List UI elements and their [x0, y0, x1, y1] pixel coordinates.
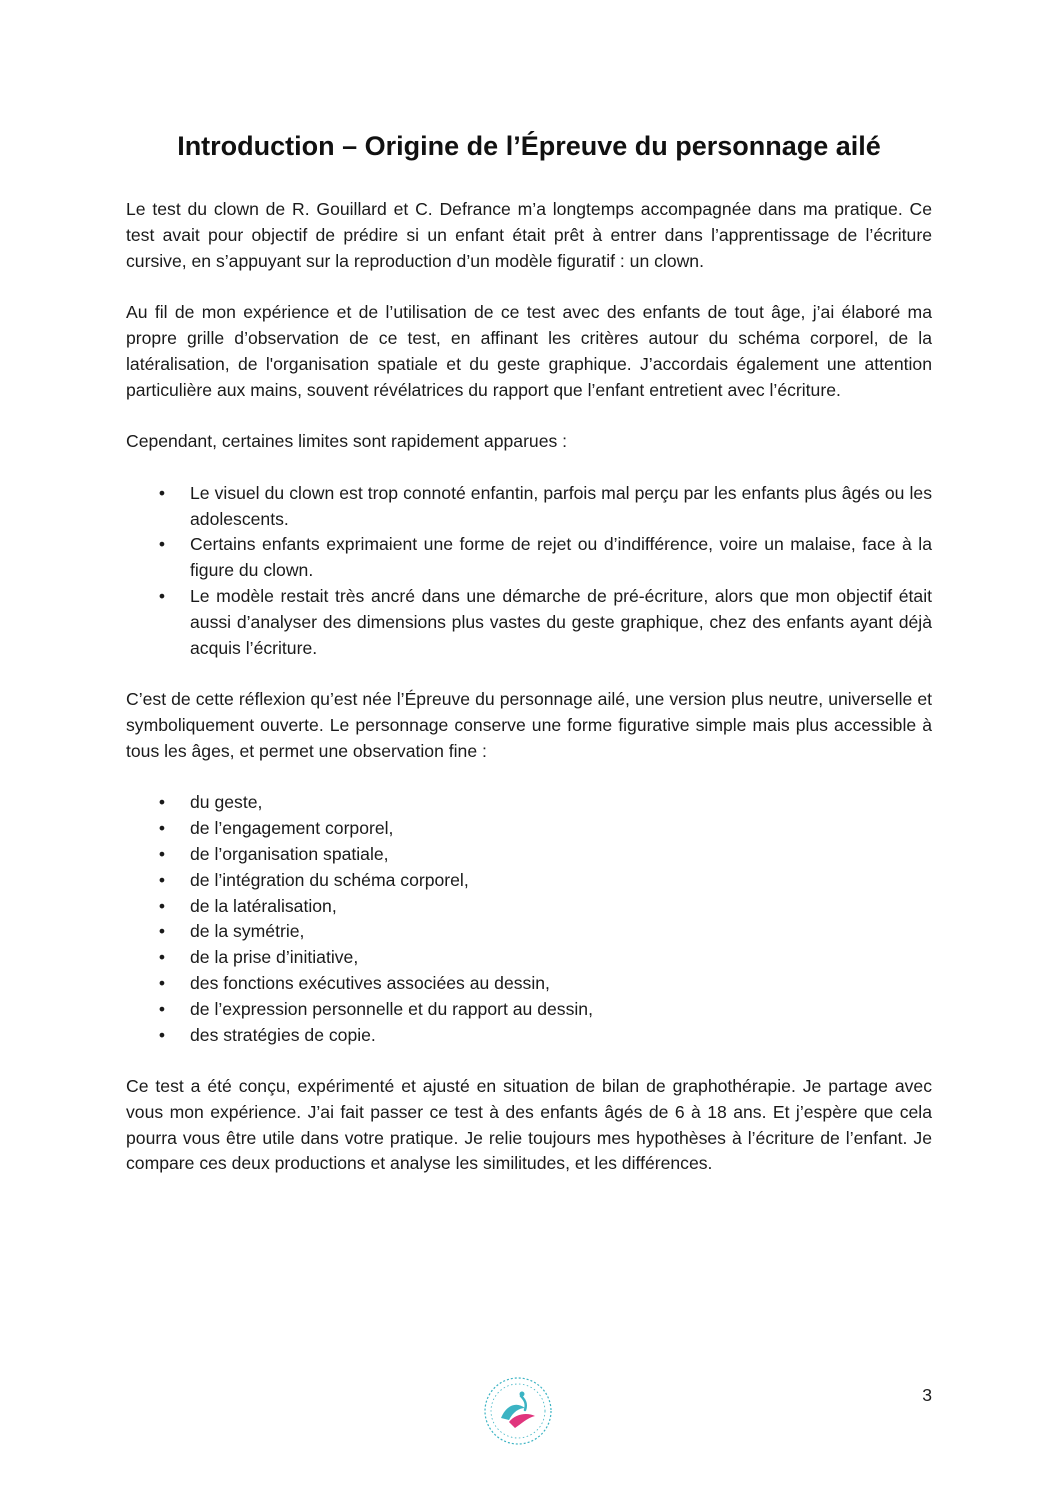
list-item — [126, 919, 932, 945]
paragraph-origin: C’est de cette réflexion qu’est née l’Épreuve du personnage ailé, une version plus neutre, universelle et symboliquement ouverte. Le personnage conserve une forme figurative simple mais plus accessible à tous les âges, et permet une observation fine : — [126, 689, 932, 761]
bullet-icon: • — [158, 843, 166, 864]
list-item-text: de la latéralisation, — [190, 895, 337, 916]
page-title: Introduction – Origine de l’Épreuve du personnage ailé — [177, 131, 881, 161]
bullet-icon: • — [158, 998, 166, 1019]
paragraph-limits-intro: Cependant, certaines limites sont rapidement apparues : — [126, 431, 568, 452]
circular-logo-icon — [481, 1374, 555, 1448]
list-item — [126, 481, 932, 533]
list-item-text: des stratégies de copie. — [190, 1024, 376, 1045]
bullet-icon: • — [158, 792, 166, 813]
list-item-text: Le modèle restait très ancré dans une démarche de pré-écriture, alors que mon objectif était aussi d’analyser des dimensions plus vastes du geste graphique, chez des enfants ayant déjà acquis l’écriture. — [190, 585, 932, 658]
list-item-text: de la symétrie, — [190, 921, 305, 942]
observations-list — [126, 790, 932, 1048]
list-item — [126, 584, 932, 661]
list-item-text: du geste, — [190, 792, 263, 813]
list-item — [126, 1023, 932, 1049]
paragraph-experience: Au fil de mon expérience et de l’utilisation de ce test avec des enfants de tout âge, j’ai élaboré ma propre grille d’observation de ce test, en affinant les critères autour du schéma corporel, de la latéralisation, de l'organisation spatiale et du geste graphique. J’accordais également une attention particulière aux mains, souvent révélatrices du rapport que l’enfant entretient avec l’écriture. — [126, 302, 932, 400]
list-item — [126, 971, 932, 997]
bullet-icon: • — [158, 895, 166, 916]
list-item-text: de l’intégration du schéma corporel, — [190, 869, 469, 890]
bullet-icon: • — [158, 947, 166, 968]
bullet-icon: • — [158, 1024, 166, 1045]
list-item — [126, 894, 932, 920]
list-item-text: de l’expression personnelle et du rapport au dessin, — [190, 998, 593, 1019]
list-item-text: Certains enfants exprimaient une forme de rejet ou d’indifférence, voire un malaise, face à la figure du clown. — [190, 534, 932, 581]
paragraph-intro: Le test du clown de R. Gouillard et C. Defrance m’a longtemps accompagnée dans ma pratique. Ce test avait pour objectif de prédire si un enfant était prêt à entrer dans l’apprentissage de l’écriture cursive, en s’appuyant sur la reproduction d’un modèle figuratif : un clown. — [126, 199, 932, 271]
bullet-icon: • — [158, 585, 166, 606]
list-item-text: de l’engagement corporel, — [190, 818, 394, 839]
list-item — [126, 945, 932, 971]
list-item — [126, 790, 932, 816]
bullet-icon: • — [158, 972, 166, 993]
bullet-icon: • — [158, 482, 166, 503]
list-item — [126, 816, 932, 842]
list-item — [126, 997, 932, 1023]
page-number: 3 — [922, 1385, 932, 1405]
limits-list — [126, 481, 932, 662]
list-item-text: Le visuel du clown est trop connoté enfantin, parfois mal perçu par les enfants plus âgés ou les adolescents. — [190, 482, 932, 529]
list-item-text: des fonctions exécutives associées au dessin, — [190, 972, 550, 993]
list-item — [126, 868, 932, 894]
list-item-text: de l’organisation spatiale, — [190, 843, 389, 864]
bullet-icon: • — [158, 921, 166, 942]
document-page — [126, 128, 932, 1177]
bullet-icon: • — [158, 869, 166, 890]
list-item — [126, 842, 932, 868]
bullet-icon: • — [158, 534, 166, 555]
paragraph-conclusion: Ce test a été conçu, expérimenté et ajusté en situation de bilan de graphothérapie. Je partage avec vous mon expérience. J’ai fait passer ce test à des enfants âgés de 6 à 18 ans. Et j’espère que cela pourra vous être utile dans votre pratique. Je relie toujours mes hypothèses à l’écriture de l’enfant. Je compare ces deux productions et analyse les similitudes, et les différences. — [126, 1076, 932, 1174]
bullet-icon: • — [158, 818, 166, 839]
list-item-text: de la prise d’initiative, — [190, 947, 359, 968]
list-item — [126, 532, 932, 584]
